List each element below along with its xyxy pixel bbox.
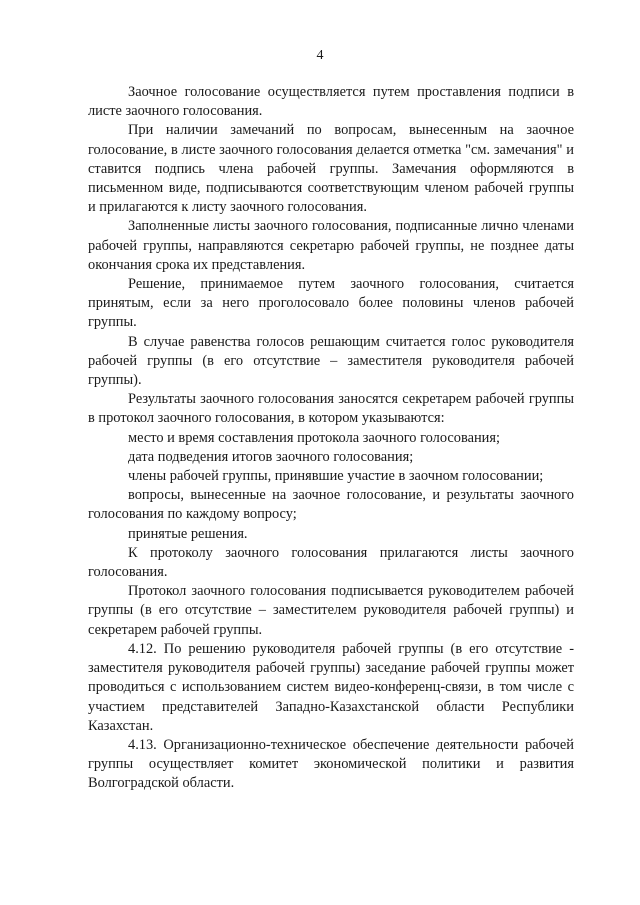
paragraph-completed-sheets: Заполненные листы заочного голосования, подписанные лично членами рабочей группы, направляются секретарю рабочей группы, не позднее даты окончания срока их представления. [88, 218, 574, 273]
paragraph-absentee-voting-signature: Заочное голосование осуществляется путем проставления подписи в листе заочного голосования. [88, 84, 574, 120]
paragraph-protocol-attachments: К протоколу заочного голосования прилагаются листы заочного голосования. [88, 544, 574, 581]
paragraph-tie-vote: В случае равенства голосов решающим считается голос руководителя рабочей группы (в его отсутствие – заместителя руководителя рабочей группы). [88, 333, 574, 389]
list-item-questions-results: вопросы, вынесенные на заочное голосование, и результаты заочного голосования по каждому вопросу; [88, 487, 574, 523]
paragraph-voting-results: Результаты заочного голосования заносятся секретарем рабочей группы в протокол заочного голосования, в котором указываются: [88, 391, 574, 427]
document-body [88, 83, 574, 794]
paragraph-remarks: При наличии замечаний по вопросам, вынесенным на заочное голосование, в листе заочного голосования делается отметка "см. замечания" и ставится подпись члена рабочей группы. Замечания оформляются в письменном виде, подписываются соответствующим членом рабочей группы и прилагаются к листу заочного голосования. [88, 122, 574, 216]
paragraph-section-4-12: 4.12. По решению руководителя рабочей группы (в его отсутствие - заместителя руководителя рабочей группы) заседание рабочей группы может проводиться с использованием систем видео-конференц-связи, в том числе с участием представителей Западно-Казахстанской области Республики Казахстан. [88, 640, 574, 734]
page-number: 4 [316, 48, 324, 63]
list-item-place-time: место и время составления протокола заочного голосования; [128, 429, 500, 446]
list-item-decisions: принятые решения. [128, 525, 248, 542]
paragraph-protocol-signing: Протокол заочного голосования подписывается руководителем рабочей группы (в его отсутствие – заместителем руководителя рабочей группы) и секретарем рабочей группы. [88, 583, 574, 638]
paragraph-section-4-13: 4.13. Организационно-техническое обеспечение деятельности рабочей группы осуществляет комитет экономической политики и развития Волгоградской области. [88, 736, 574, 792]
list-item-participants: члены рабочей группы, принявшие участие в заочном голосовании; [128, 468, 544, 485]
paragraph-decision-adopted: Решение, принимаемое путем заочного голосования, считается принятым, если за него проголосовало более половины членов рабочей группы. [88, 276, 574, 331]
list-item-summary-date: дата подведения итогов заочного голосования; [128, 448, 414, 465]
